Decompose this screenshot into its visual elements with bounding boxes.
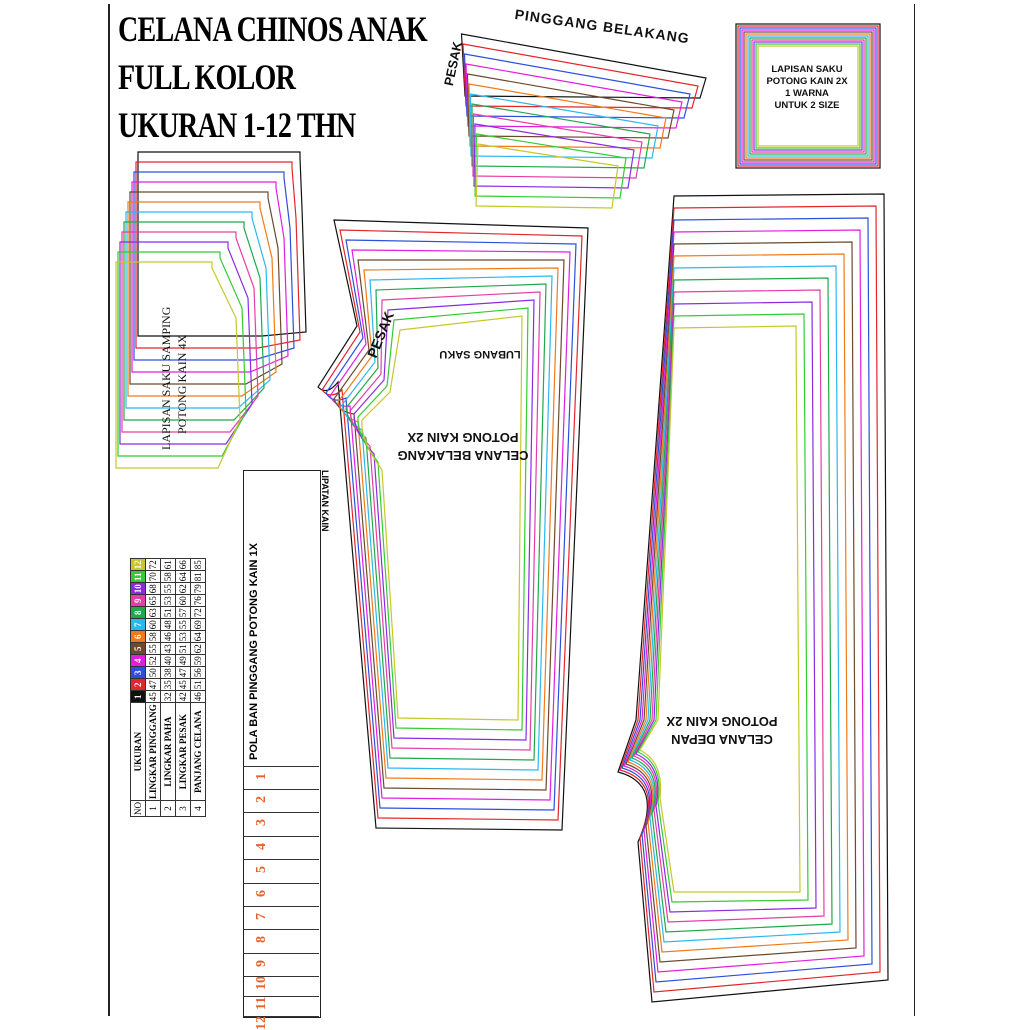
size-row-value: 47 — [146, 679, 161, 691]
waistband-size-line — [243, 929, 319, 930]
size-row-value: 51 — [191, 679, 206, 691]
waist-back-label: PINGGANG BELAKANG — [513, 6, 691, 47]
size-row-value: 69 — [191, 619, 206, 631]
size-table-row — [161, 559, 176, 817]
fold-label: LIPATAN KAIN — [320, 470, 330, 532]
size-table-no-header: NO — [131, 801, 146, 817]
size-row-value: 45 — [146, 691, 161, 703]
size-row-name: LINGKAR PESAK — [176, 703, 191, 801]
side-pocket-line-1: LAPISAN SAKU SAMPING — [159, 306, 173, 450]
size-swatch-10: 10 — [131, 583, 146, 595]
size-row-no: 2 — [161, 801, 176, 817]
size-row-value: 55 — [161, 583, 176, 595]
size-row-value: 52 — [146, 655, 161, 667]
waistband-size-7: 7 — [254, 913, 269, 920]
size-row-value: 51 — [161, 607, 176, 619]
size-swatch-1: 1 — [131, 691, 146, 703]
size-row-no: 4 — [191, 801, 206, 817]
size-row-value: 72 — [146, 559, 161, 571]
size-row-name: LINGKAR PINGGANG — [146, 703, 161, 801]
size-row-value: 85 — [191, 559, 206, 571]
size-table-size-header: UKURAN — [131, 703, 146, 801]
size-row-value: 43 — [161, 643, 176, 655]
size-swatch-2: 2 — [131, 679, 146, 691]
size-table-row — [176, 559, 191, 817]
waistband-size-line — [243, 976, 319, 977]
waistband-size-line — [243, 789, 319, 790]
waistband-title: POLA BAN PINGGANG POTONG KAIN 1X — [248, 543, 260, 760]
size-row-value: 65 — [146, 595, 161, 607]
pocket-hole-label: LUBANG SAKU — [439, 348, 521, 360]
waistband-size-line — [243, 766, 319, 767]
waistband-size-5: 5 — [254, 866, 269, 873]
size-swatch-8: 8 — [131, 607, 146, 619]
size-row-value: 76 — [191, 595, 206, 607]
size-row-value: 60 — [176, 595, 191, 607]
waistband-size-3: 3 — [254, 819, 269, 826]
size-row-value: 62 — [176, 583, 191, 595]
pesak-back-label: PESAK — [364, 309, 397, 360]
size-row-value: 61 — [161, 559, 176, 571]
title-line-2: FULL KOLOR — [118, 57, 296, 97]
size-row-value: 68 — [146, 583, 161, 595]
size-row-value: 55 — [176, 619, 191, 631]
size-row-value: 64 — [176, 571, 191, 583]
waistband-size-9: 9 — [254, 960, 269, 967]
waistband-size-2: 2 — [254, 796, 269, 803]
size-row-value: 32 — [161, 691, 176, 703]
title-line-1: CELANA CHINOS ANAK — [118, 9, 427, 49]
pocket-lining-line-1: LAPISAN SAKU — [771, 64, 843, 75]
waistband-size-4: 4 — [254, 843, 269, 850]
size-swatch-7: 7 — [131, 619, 146, 631]
size-swatch-12: 12 — [131, 559, 146, 571]
side-pocket-label — [158, 307, 190, 450]
back-leg-label — [392, 428, 534, 464]
size-row-value: 66 — [176, 559, 191, 571]
title-line-3: UKURAN 1-12 THN — [118, 105, 356, 145]
size-row-value: 72 — [191, 607, 206, 619]
size-table-row — [146, 559, 161, 817]
pocket-lining-line-4: UNTUK 2 SIZE — [774, 100, 840, 111]
size-row-value: 81 — [191, 571, 206, 583]
waistband-size-10: 10 — [254, 976, 269, 990]
pocket-lining-line-2: POTONG KAIN 2X — [766, 76, 848, 87]
waistband-size-line — [243, 906, 319, 907]
size-row-value: 56 — [191, 667, 206, 679]
size-row-value: 57 — [176, 607, 191, 619]
size-row-no: 3 — [176, 801, 191, 817]
waistband-size-11: 11 — [254, 996, 269, 1010]
side-pocket-outline-4 — [132, 182, 288, 372]
pocket-lining-line-3: 1 WARNA — [785, 88, 829, 99]
waistband-size-1: 1 — [254, 773, 269, 780]
size-swatch-11: 11 — [131, 571, 146, 583]
waistband-size-line — [243, 996, 319, 997]
side-pocket-outline-6 — [128, 202, 276, 396]
back-leg-line-2: POTONG KAIN 2X — [407, 430, 519, 445]
size-row-value: 38 — [161, 667, 176, 679]
waistband-size-line — [243, 812, 319, 813]
waistband-size-line — [243, 883, 319, 884]
size-row-value: 79 — [191, 583, 206, 595]
size-row-value: 53 — [161, 595, 176, 607]
size-row-value: 35 — [161, 679, 176, 691]
size-swatch-3: 3 — [131, 667, 146, 679]
waistband-size-8: 8 — [254, 936, 269, 943]
size-row-value: 62 — [191, 643, 206, 655]
front-leg-label — [652, 712, 792, 748]
size-swatch-4: 4 — [131, 655, 146, 667]
waistband-size-line — [243, 953, 319, 954]
size-row-no: 1 — [146, 801, 161, 817]
size-swatch-9: 9 — [131, 595, 146, 607]
side-pocket-line-2: POTONG KAIN 4X — [175, 334, 189, 434]
size-row-value: 59 — [191, 655, 206, 667]
size-row-value: 47 — [176, 667, 191, 679]
size-row-value: 50 — [146, 667, 161, 679]
back-leg-line-1: CELANA BELAKANG — [397, 448, 529, 463]
pocket-lining-label — [760, 64, 854, 112]
side-pocket-outline-5 — [130, 192, 282, 384]
size-row-name: PANJANG CELANA — [191, 703, 206, 801]
size-swatch-5: 5 — [131, 643, 146, 655]
size-row-value: 51 — [176, 643, 191, 655]
waistband-size-line — [243, 836, 319, 837]
front-leg-line-2: POTONG KAIN 2X — [666, 714, 778, 729]
waistband-size-12: 12 — [254, 1016, 269, 1030]
size-row-value: 42 — [176, 691, 191, 703]
size-table-row — [191, 559, 206, 817]
size-row-value: 60 — [146, 619, 161, 631]
size-row-value: 40 — [161, 655, 176, 667]
size-row-value: 70 — [146, 571, 161, 583]
size-row-value: 46 — [191, 691, 206, 703]
size-row-value: 58 — [146, 631, 161, 643]
size-row-value: 48 — [161, 619, 176, 631]
waistband-size-6: 6 — [254, 890, 269, 897]
size-row-value: 55 — [146, 643, 161, 655]
front-leg-line-1: CELANA DEPAN — [671, 732, 773, 747]
size-row-value: 58 — [161, 571, 176, 583]
size-row-value: 49 — [176, 655, 191, 667]
size-row-value: 63 — [146, 607, 161, 619]
waistband-size-line — [243, 859, 319, 860]
size-row-value: 46 — [161, 631, 176, 643]
size-row-value: 45 — [176, 679, 191, 691]
size-table — [130, 558, 206, 817]
pesak-top-label: PESAK — [441, 40, 465, 88]
size-row-value: 64 — [191, 631, 206, 643]
waistband-size-line — [243, 1016, 319, 1017]
size-row-name: LINGKAR PAHA — [161, 703, 176, 801]
size-row-value: 53 — [176, 631, 191, 643]
size-swatch-6: 6 — [131, 631, 146, 643]
